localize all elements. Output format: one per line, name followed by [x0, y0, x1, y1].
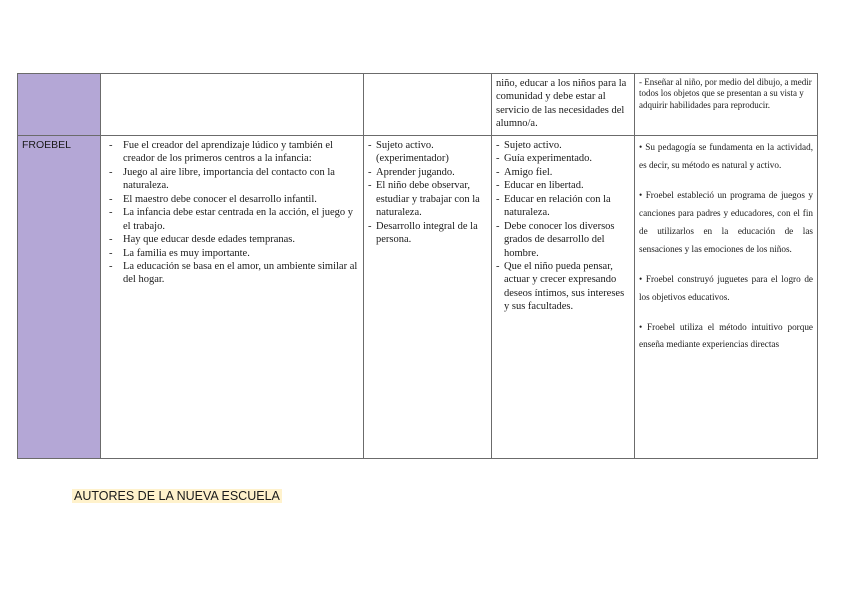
list-item: - Sujeto activo. (experimentador)	[368, 139, 487, 166]
list-item: - Fue el creador del aprendizaje lúdico y también el creador de los primeros centros a la infancia:	[105, 139, 359, 166]
child-list	[368, 139, 487, 247]
teacher-cell	[492, 74, 635, 136]
list-item: - Juego al aire libre, importancia del contacto con la naturaleza.	[105, 166, 359, 193]
list-item: - Amigo fiel.	[496, 166, 630, 179]
list-item: - Guía experimentado.	[496, 152, 630, 165]
section-heading: AUTORES DE LA NUEVA ESCUELA	[74, 489, 280, 503]
list-item: - La infancia debe estar centrada en la acción, el juego y el trabajo.	[105, 206, 359, 233]
author-cell	[18, 74, 101, 136]
table-row	[18, 136, 818, 459]
list-item: - La educación se basa en el amor, un ambiente similar al del hogar.	[105, 260, 359, 287]
description-cell	[101, 74, 364, 136]
table-row	[18, 74, 818, 136]
list-item: - El niño debe observar, estudiar y trabajar con la naturaleza.	[368, 179, 487, 219]
list-item: - Aprender jugando.	[368, 166, 487, 179]
bullet-paragraph: • Su pedagogía se fundamenta en la actividad, es decir, su método es natural y activo.	[639, 142, 813, 170]
bullet-paragraph: • Froebel utiliza el método intuitivo porque enseña mediante experiencias directas	[639, 321, 813, 350]
author-cell	[18, 136, 101, 459]
teacher-list	[496, 139, 630, 314]
author-name: FROEBEL	[22, 139, 72, 151]
list-item: - El maestro debe conocer el desarrollo infantil.	[105, 193, 359, 206]
child-cell	[364, 74, 492, 136]
cell-text: - Enseñar al niño, por medio del dibujo, a medir todos los objetos que se presentan a su vista y adquirir habilidades para reproducir.	[639, 77, 812, 110]
bullet-paragraph: • Froebel estableció un programa de juegos y canciones para padres y educadores, con el fin de utilizarlos en la educación de las sensaciones y las emociones de los niños.	[639, 189, 813, 254]
teacher-cell	[492, 136, 635, 459]
pedagogy-table	[17, 73, 818, 459]
list-item: - Sujeto activo.	[496, 139, 630, 152]
child-cell	[364, 136, 492, 459]
list-item: - Debe conocer los diversos grados de desarrollo del hombre.	[496, 220, 630, 260]
method-cell	[635, 74, 818, 136]
list-item: - Educar en libertad.	[496, 179, 630, 192]
cell-text: niño, educar a los niños para la comunidad y debe estar al servicio de las necesidades del alumno/a.	[496, 78, 627, 130]
list-item: - Que el niño pueda pensar, actuar y crecer expresando deseos íntimos, sus intereses y sus facultades.	[496, 260, 630, 314]
list-item: - Educar en relación con la naturaleza.	[496, 193, 630, 220]
description-list	[105, 139, 359, 287]
description-cell	[101, 136, 364, 459]
bullet-paragraph: • Froebel construyó juguetes para el logro de los objetivos educativos.	[639, 273, 813, 302]
list-item: - Desarrollo integral de la persona.	[368, 220, 487, 247]
list-item: - La familia es muy importante.	[105, 247, 359, 260]
method-cell	[635, 136, 818, 459]
list-item: - Hay que educar desde edades tempranas.	[105, 233, 359, 246]
method-bullets	[639, 139, 813, 354]
